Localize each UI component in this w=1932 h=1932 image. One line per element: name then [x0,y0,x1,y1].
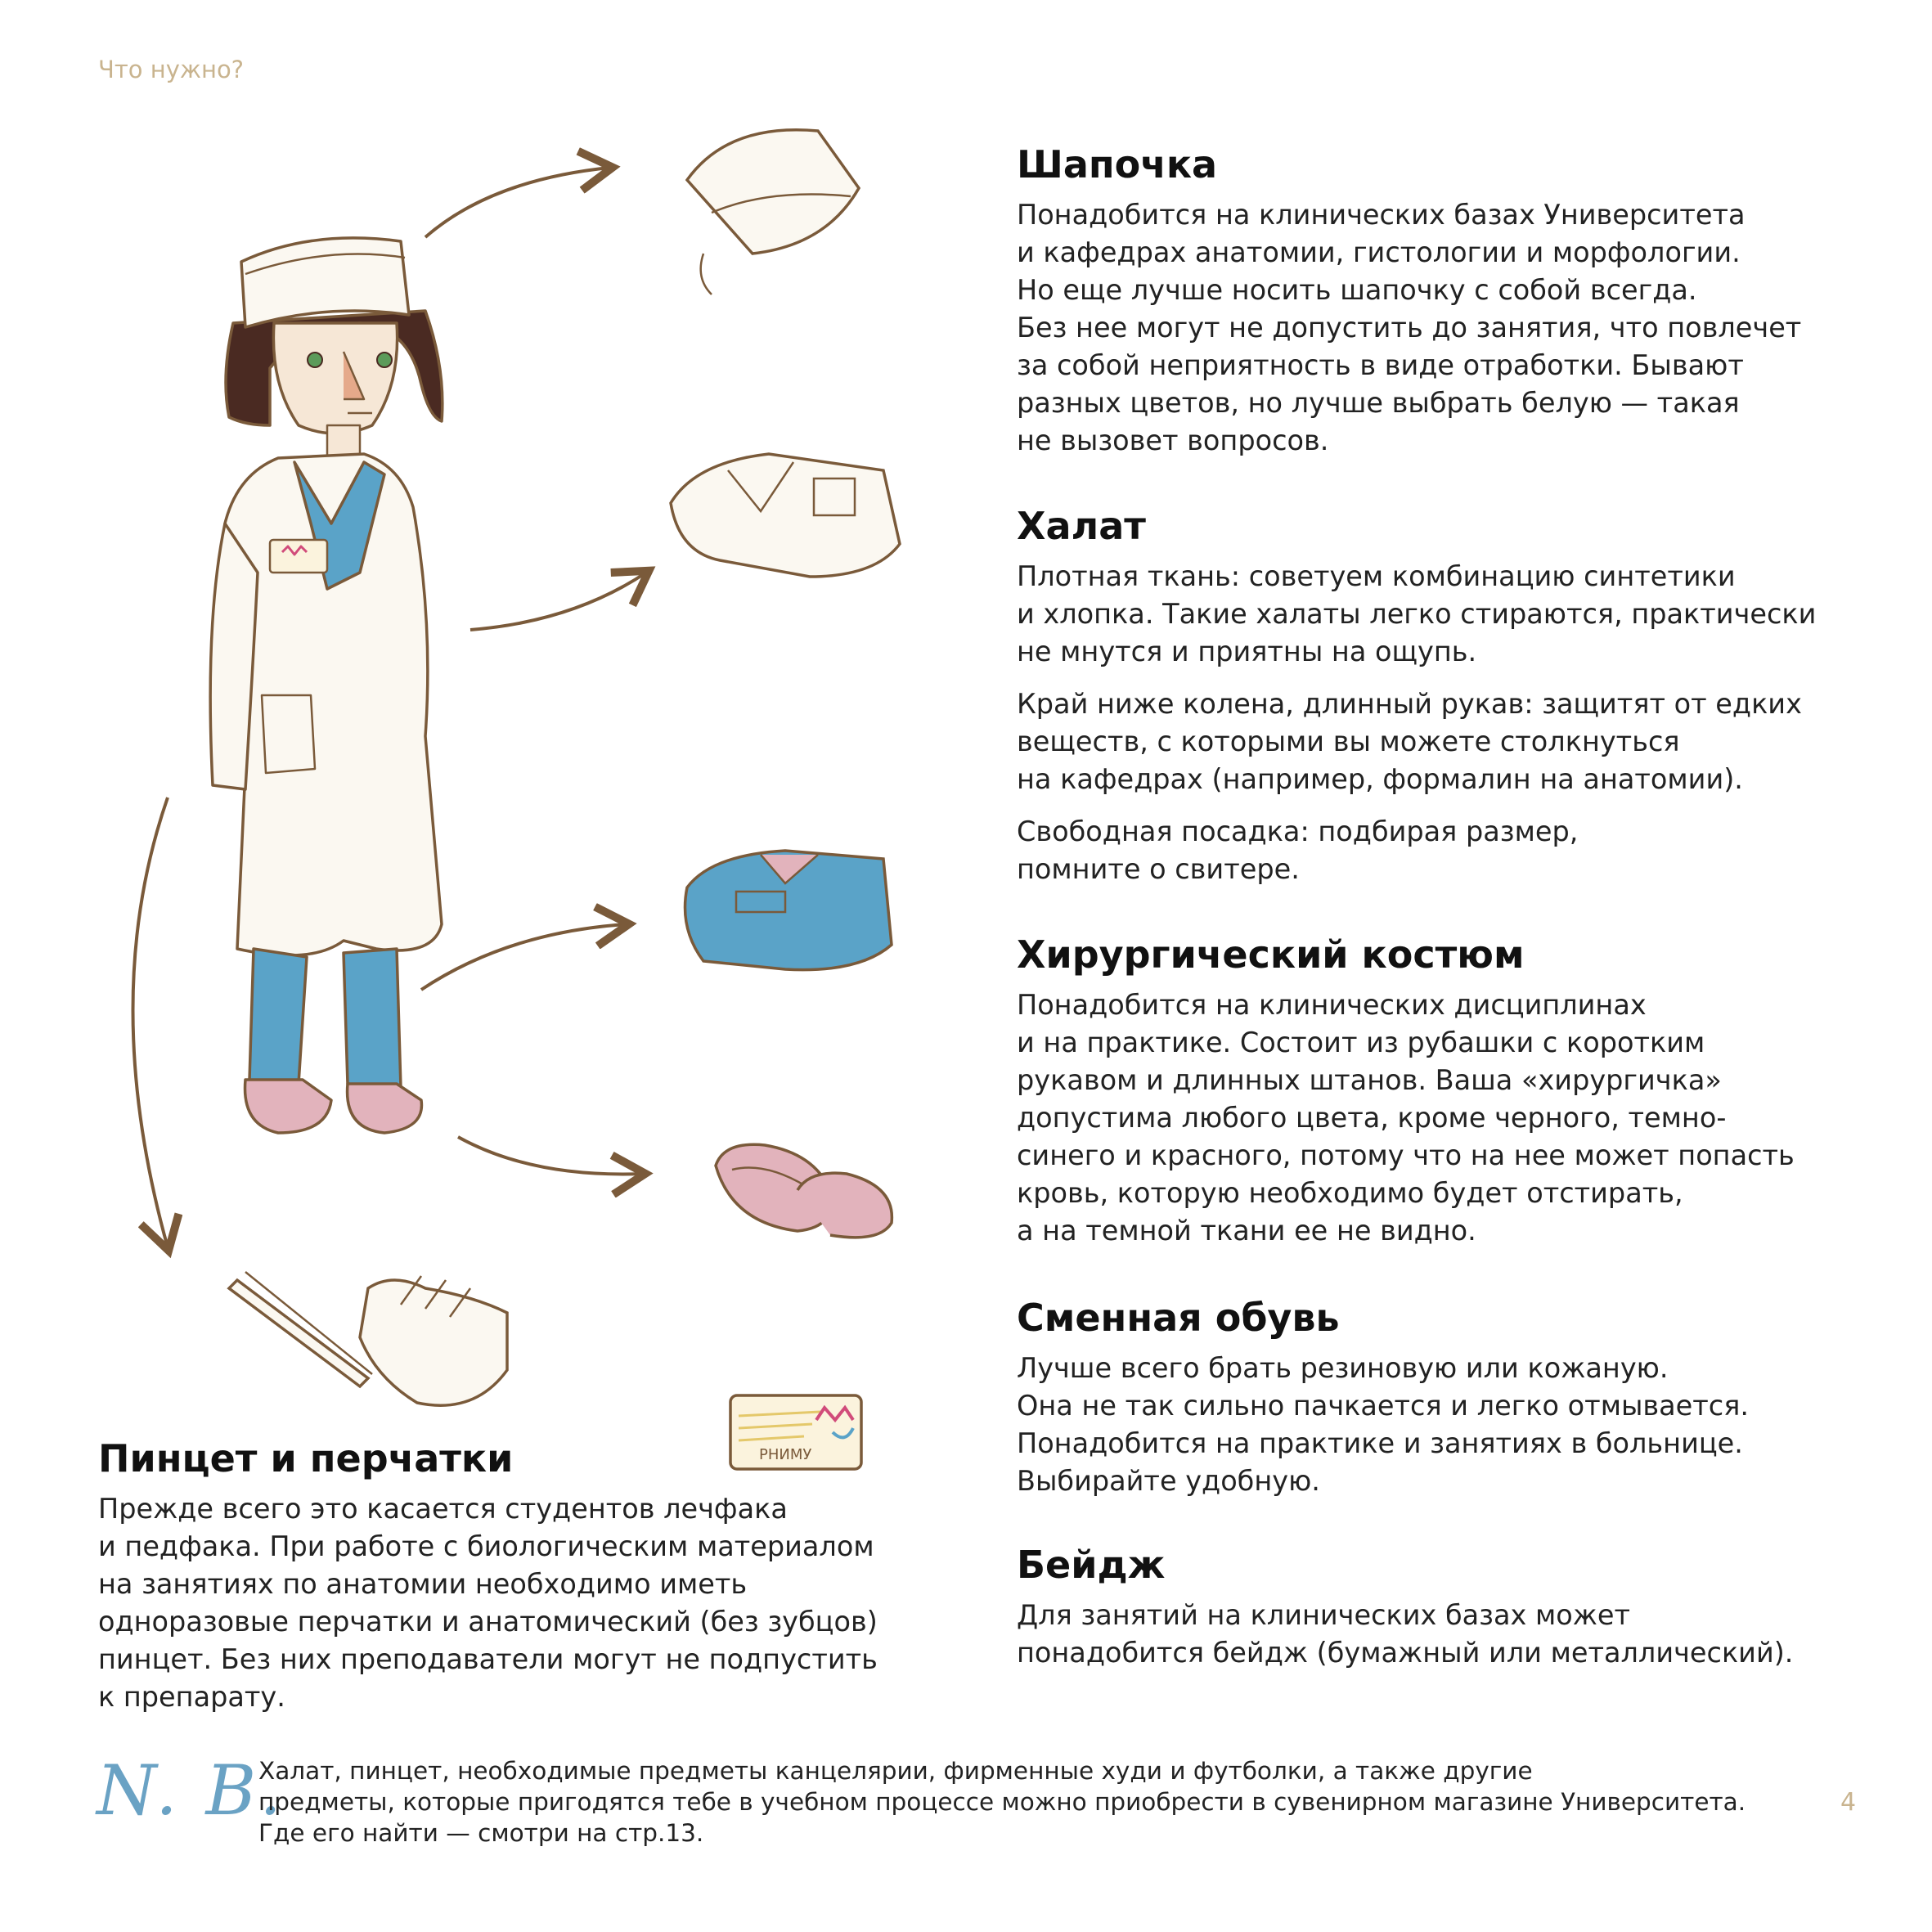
nota-bene-text: Халат, пинцет, необходимые предметы канцелярии, фирменные худи и футболки, а также другие предметы, которые пригодятся тебе в учебном процессе можно приобрести в сувенирном магазине Университета. Где его найти — смотри на стр.13. [258,1757,1746,1847]
tweezers-gloves-illustration [229,1272,507,1405]
arrow-to-shoes [458,1137,642,1174]
section-tweezers [98,1435,916,1731]
section-text-gown-3: Свободная посадка: подбирая размер, помните о свитере. [1017,815,1579,885]
arrow-to-gown [470,573,646,630]
section-badge [1017,1541,1884,1687]
badge-card-label: РНИМУ [759,1446,812,1463]
scrubs-illustration [685,851,892,970]
section-title-badge: Бейдж [1017,1543,1166,1587]
tweezers [229,1280,368,1386]
section-text-scrubs: Понадобится на клинических дисциплинах и на практике. Состоит из рубашки с коротким рукавом и длинных штанов. Ваша «хирургичка» допустима любого цвета, кроме черного, темно- синего и красного, потому что на нее может попасть кровь, которую необходимо будет отстирать, а на темной ткани ее не видно. [1017,989,1795,1247]
gown-illustration [671,454,900,577]
section-text-tweezers: Прежде всего это касается студентов лечфака и педфака. При работе с биологическим материалом на занятиях по анатомии необходимо иметь одноразовые перчатки и анатомический (без зубцов) пинцет. Без них преподаватели могут не подпустить к препарату. [98,1493,878,1713]
scrub-trousers [249,949,307,1084]
arrow-to-cap [425,168,609,237]
shoes-illustration [716,1144,892,1238]
figure-shoe-right [348,1084,422,1133]
face [273,323,397,434]
page-number: 4 [1840,1788,1857,1817]
arrow-to-tweezers [133,798,168,1247]
section-scrubs [1017,931,1884,1265]
student-figure [210,238,443,1133]
section-title-gown: Халат [1017,504,1146,548]
section-title-cap: Шапочка [1017,142,1218,186]
section-text-gown-2: Край ниже колена, длинный рукав: защитят от едких веществ, с которыми вы можете столкнуться на кафедрах (например, формалин на анатомии). [1017,688,1802,795]
section-title-tweezers: Пинцет и перчатки [98,1436,514,1480]
section-cap [1017,141,1884,474]
figure-shoe-left [245,1080,332,1133]
section-title-scrubs: Хирургический костюм [1017,932,1525,977]
section-text-shoes: Лучше всего брать резиновую или кожаную. Она не так сильно пачкается и легко отмывается. Понадобится на практике и занятиях в больнице. Выбирайте удобную. [1017,1352,1750,1497]
section-text-gown-1: Плотная ткань: советуем комбинацию синтетики и хлопка. Такие халаты легко стираются, практически не мнутся и приятны на ощупь. [1017,560,1817,667]
section-text-cap: Понадобится на клинических базах Университета и кафедрах анатомии, гистологии и морфологии. Но еще лучше носить шапочку с собой всегда. Без нее могут не допустить до занятия, что повлечет за собой неприятность в виде отработки. Бывают разных цветов, но лучше выбрать белую — такая не вызовет вопросов. [1017,199,1802,456]
section-title-shoes: Сменная обувь [1017,1296,1340,1340]
chest-badge [270,540,327,573]
section-shoes [1017,1294,1884,1515]
cap-illustration [687,130,859,294]
nota-bene-mark: N. B. [97,1750,285,1831]
section-gown [1017,502,1884,903]
running-header: Что нужно? [98,56,245,83]
arrow-to-scrubs [421,924,626,990]
section-text-badge: Для занятий на клинических базах может понадобится бейдж (бумажный или металлический). [1017,1599,1794,1669]
